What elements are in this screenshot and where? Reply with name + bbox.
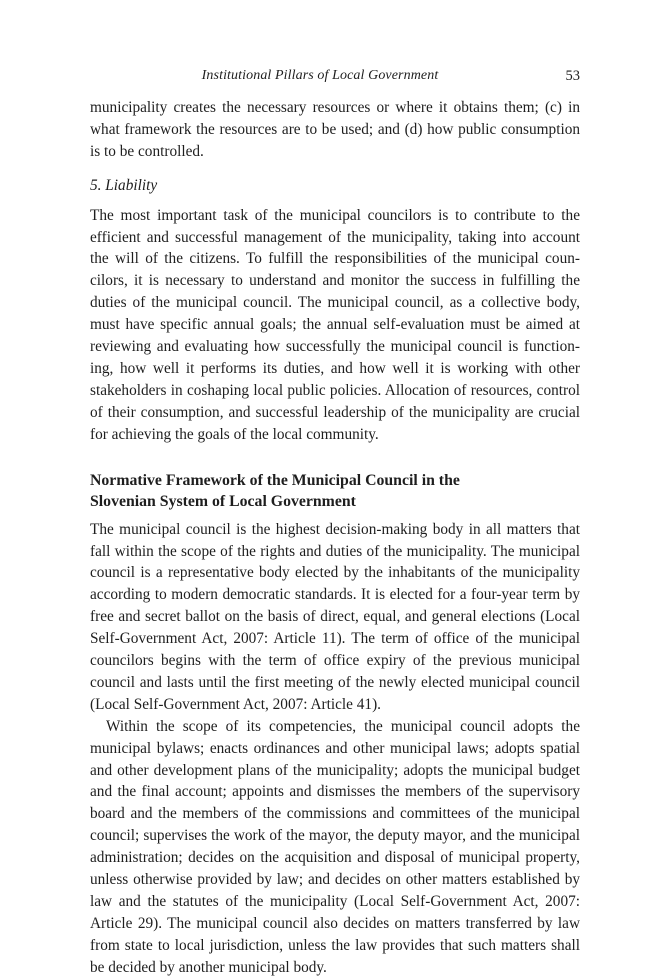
running-title: Institutional Pillars of Local Government (201, 68, 439, 83)
page-number: 53 (565, 68, 580, 84)
paragraph-liability: The most important task of the municipal councilors is to contribute to the efficient and successful management of the municipality, taking into account the will of the citizens. To fulfill the responsibilities of the municipal councilors, it is necessary to understand and monitor the success in fulfilling the duties of the municipal council. The municipal council, as a collective body, must have specific annual goals; the annual self-evaluation must be aimed at reviewing and evaluating how successfully the municipal council is functioning, how well it performs its duties, and how well it is working with other stakeholders in coshaping local public policies. Allocation of resources, control of their consumption, and successful leadership of the municipality are crucial for achieving the goals of the local community. (90, 206, 580, 443)
running-header (90, 68, 580, 88)
section-heading (90, 470, 580, 513)
paragraph-competencies: Within the scope of its competencies, the municipal council adopts the municipal bylaws; enacts ordinances and other municipal laws; adopts spatial and other development plans of the municipality; adopts the municipal budget and the final account; appoints and dismisses the members of the supervisory board and the members of the commissions and committees of the municipal council; supervises the work of the mayor, the deputy mayor, and the municipal administration; decides on the acquisition and disposal of municipal property, unless otherwise provided by law; and decides on other matters established by law and the statutes of the municipality (Local Self-Government Act, 2007: Article 29). The municipal council also decides on matters transferred by law from state to local jurisdiction, unless the law provides that such matters shall be decided by another municipal body. (90, 717, 580, 976)
section-heading-line-2: Slovenian System of Local Government (90, 493, 356, 511)
subsection-title: 5. Liability (90, 176, 158, 194)
paragraph-intro: municipality creates the necessary resources or where it obtains them; (c) in what framework the resources are to be used; and (d) how public consumption is to be controlled. (90, 99, 580, 160)
section-heading-line-1: Normative Framework of the Municipal Council in the (90, 471, 460, 489)
paragraph-council: The municipal council is the highest decision-making body in all matters that fall within the scope of the rights and duties of the municipality. The municipal council is a representative body elected by the inhabitants of the municipality according to modern democratic standards. It is elected for a four-year term by free and secret ballot on the basis of direct, equal, and general elections (Local Self-Government Act, 2007: Article 11). The term of office of the municipal councilors begins with the term of office expiry of the previous municipal council and lasts until the first meeting of the newly elected municipal council (Local Self-Government Act, 2007: Article 41). (90, 520, 580, 713)
page-body (90, 97, 580, 979)
